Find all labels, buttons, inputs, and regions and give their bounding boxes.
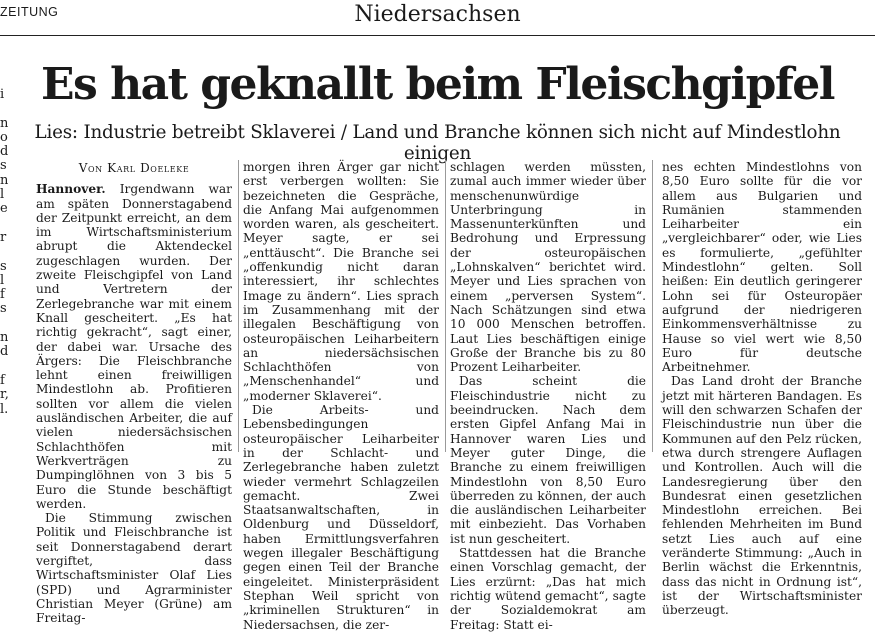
dateline: Hannover. <box>36 182 106 197</box>
fragment-line: l <box>0 272 5 288</box>
fragment-line <box>0 245 8 259</box>
fragment-line: s <box>0 258 7 274</box>
fragment-line: n <box>0 330 9 346</box>
fragment-line: r <box>0 229 7 245</box>
fragment-line <box>0 317 8 331</box>
fragment-line: n <box>0 115 9 131</box>
article-paragraph: Das scheint die Fleischindustrie nicht zu beeindrucken. Nach dem ersten Gipfel Anfang Mai in Hannover waren Lies und Meyer guter Dinge, die Branche zu einem freiwilligen Mindestlohn von 8,50 Euro überreden zu können, der auch die ausländischen Leiharbeiter mit einbezieht. Das Vorhaben ist nun gescheitert. <box>450 374 646 546</box>
article-paragraph: schlagen werden müssten, zumal auch immer wieder über menschenunwürdige Unterbringung in Massenunterkünften und Bedrohung und Erpressung der osteuropäischen „Lohnskalven“ berichtet wird. Meyer und Lies sprachen von einem „perversen System“. Nach Schätzungen sind etwa 10 000 Menschen betroffen. Laut Lies beschäftigen einige Große der Branche bis zu 80 Prozent Leiharbeiter. <box>450 160 646 375</box>
byline-author: Karl Doeleke <box>107 161 190 175</box>
byline <box>36 160 232 175</box>
fragment-line: s <box>0 158 7 174</box>
fragment-line: l. <box>0 401 9 417</box>
fragment-line: f <box>0 287 5 303</box>
article-column-3 <box>450 160 646 632</box>
article-paragraph: Die Arbeits- und Lebensbedingungen osteuropäischer Leiharbeiter in der Schlacht- und Zerlegebranche haben zuletzt wieder vermehrt Schlagzeilen gemacht. Zwei Staatsanwaltschaften, in Oldenburg und Düsseldorf, haben Ermittlungsverfahren wegen illegaler Beschäftigung gegen einen Teil der Branche eingeleitet. Ministerpräsident Stephan Weil spricht von „kriminellen Strukturen“ in Niedersachsen, die zer- <box>243 403 439 632</box>
fragment-line: r, <box>0 387 9 403</box>
article-headline: Es hat geknallt beim Fleischgipfel <box>40 59 835 110</box>
fragment-line: n <box>0 172 9 188</box>
fragment-line: d <box>0 344 9 360</box>
fragment-line: d <box>0 144 9 160</box>
fragment-line: o <box>0 129 8 145</box>
column-rule <box>445 160 446 452</box>
header-rule <box>0 35 875 36</box>
column-rule <box>652 160 653 452</box>
article-paragraph: Das Land droht der Branche jetzt mit härteren Bandagen. Es will den schwarzen Schafen der Fleischindustrie nun über die Kommunen auf den Pelz rücken, etwa durch strengere Auflagen und Kontrollen. Auch will die Landesregierung über den Bundesrat einen gesetzlichen Mindestlohn erreichen. Bei fehlenden Mehrheiten im Bund setzt Lies auch auf eine veränderte Stimmung: „Auch in Berlin wächst die Erkenntnis, dass das nicht in Ordnung ist“, ist der Wirtschaftsminister überzeugt. <box>662 374 862 618</box>
article-paragraph: Die Stimmung zwischen Politik und Fleischbranche ist seit Donnerstagabend derart vergiftet, dass Wirtschaftsminister Olaf Lies (SPD) und Agrarminister Christian Meyer (Grüne) am Freitag- <box>36 511 232 626</box>
fragment-line <box>0 217 8 231</box>
article-paragraph: nes echten Mindestlohns von 8,50 Euro sollte für die vor allem aus Bulgarien und Rumänien stammenden Leiharbeiter ein „vergleichbarer“ oder, wie Lies es formulierte, „gefühlter Mindestlohn“ gelten. Soll heißen: Ein deutlich geringerer Lohn sei für Osteuropäer aufgrund der niedrigeren Einkommensverhältnisse zu Hause so viel wert wie 8,50 Euro für deutsche Arbeitnehmer. <box>662 160 862 375</box>
article-paragraph: Stattdessen hat die Branche einen Vorschlag gemacht, der Lies erzürnt: „Das hat mich richtig wütend gemacht“, sagte der Sozialdemokrat am Freitag: Statt ei- <box>450 546 646 632</box>
newspaper-name-fragment: ZEITUNG <box>0 5 59 19</box>
column-rule <box>238 160 239 452</box>
article-column-2 <box>243 160 439 632</box>
fragment-line: s <box>0 301 7 317</box>
paragraph-text: Irgendwann war am späten Donnerstagabend der Zeitpunkt erreicht, an dem im Wirtschaftsministerium abrupt die Aktendeckel zugeschlagen wurden. Der zweite Fleischgipfel von Land und Vertretern der Zerlegebranche war mit einem Knall gescheitert. „Es hat richtig gekracht“, sagt einer, der dabei war. Ursache des Ärgers: Die Fleischbranche lehnt einen freiwilligen Mindestlohn ab. Profitieren sollten vor allem die vielen ausländischen Arbeiter, die auf vielen niedersächsischen Schlachthöfen mit Werkverträgen zu Dumpinglöhnen von 3 bis 5 Euro die Stunde beschäftigt werden. <box>36 182 232 511</box>
fragment-line: i <box>0 87 5 102</box>
article-column-4 <box>662 160 862 618</box>
fragment-line: l <box>0 187 5 203</box>
fragment-line: f <box>0 372 5 388</box>
byline-prefix: Von <box>78 161 103 175</box>
article-paragraph <box>36 182 232 511</box>
fragment-line <box>0 360 8 374</box>
section-title: Niedersachsen <box>354 2 521 27</box>
article-subhead: Lies: Industrie betreibt Sklaverei / Land und Branche können sich nicht auf Mindestlohn einigen <box>34 122 841 164</box>
article-column-1 <box>36 160 232 626</box>
article-paragraph: morgen ihren Ärger gar nicht erst verbergen wollten: Sie bezeichneten die Gespräche, die Anfang Mai aufgenommen worden waren, als gescheitert. Meyer sagte, er sei „enttäuscht“. Die Branche sei „offenkundig nicht daran interessiert, ihr schlechtes Image zu ändern“. Lies sprach im Zusammenhang mit der illegalen Beschäftigung von osteuropäischen Leiharbeitern an niedersächsischen Schlachthöfen von „Menschenhandel“ und „moderner Sklaverei“. <box>243 160 439 403</box>
fragment-line: e <box>0 201 8 217</box>
